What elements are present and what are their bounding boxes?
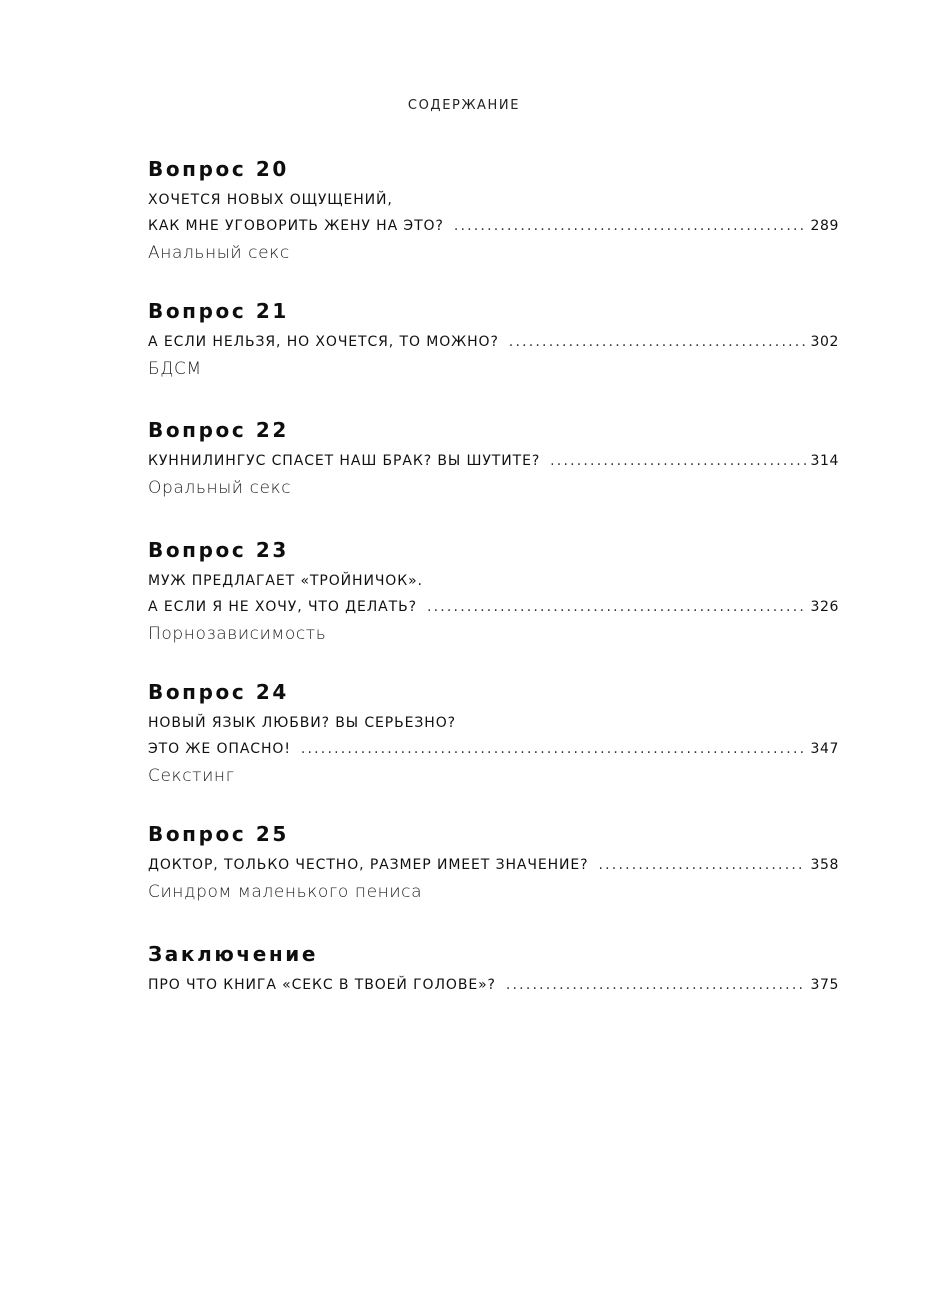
entry-title-line: НОВЫЙ ЯЗЫК ЛЮБВИ? ВЫ СЕРЬЕЗНО? [148, 715, 456, 731]
entry-title-line: ЭТО ЖЕ ОПАСНО! [148, 741, 291, 757]
entry-title-line: ДОКТОР, ТОЛЬКО ЧЕСТНО, РАЗМЕР ИМЕЕТ ЗНАЧЕНИЕ? [148, 857, 589, 873]
dot-leader [427, 594, 807, 620]
toc-entry-question-20[interactable] [148, 156, 839, 267]
entry-subtitle: Синдром маленького пениса [148, 882, 423, 902]
dot-leader [506, 972, 807, 998]
entry-title-leader-line [148, 736, 839, 762]
toc-entry-question-25[interactable] [148, 821, 839, 906]
entry-subtitle: Порнозависимость [148, 624, 327, 644]
toc-entry-question-24[interactable] [148, 679, 839, 790]
entry-title-line: МУЖ ПРЕДЛАГАЕТ «ТРОЙНИЧОК». [148, 573, 423, 589]
toc-entry-conclusion[interactable] [148, 941, 839, 998]
page-number[interactable]: 326 [810, 599, 839, 615]
entry-subtitle: Оральный секс [148, 478, 292, 498]
entry-subtitle: Анальный секс [148, 243, 290, 263]
page-number[interactable]: 375 [810, 977, 839, 993]
dot-leader [454, 213, 807, 239]
entry-title-leader-line [148, 594, 839, 620]
entry-heading: Вопрос 23 [148, 538, 289, 562]
dot-leader [550, 448, 806, 474]
page-header: СОДЕРЖАНИЕ [407, 98, 521, 113]
entry-subtitle: Секстинг [148, 766, 235, 786]
dot-leader [599, 852, 807, 878]
entry-title-leader-line [148, 448, 839, 474]
entry-title-leader-line [148, 972, 839, 998]
entry-title-leader-line [148, 852, 839, 878]
page-number[interactable]: 302 [810, 334, 839, 350]
entry-heading: Вопрос 22 [148, 418, 289, 442]
entry-title-leader-line [148, 213, 839, 239]
entry-heading: Вопрос 21 [148, 299, 289, 323]
entry-title-line: ХОЧЕТСЯ НОВЫХ ОЩУЩЕНИЙ, [148, 192, 393, 208]
entry-title-leader-line [148, 329, 839, 355]
dot-leader [301, 736, 807, 762]
entry-title-line: ПРО ЧТО КНИГА «СЕКС В ТВОЕЙ ГОЛОВЕ»? [148, 977, 496, 993]
page-number[interactable]: 347 [810, 741, 839, 757]
entry-heading: Вопрос 20 [148, 157, 289, 181]
entry-title-line: А ЕСЛИ НЕЛЬЗЯ, НО ХОЧЕТСЯ, ТО МОЖНО? [148, 334, 499, 350]
toc-entry-question-23[interactable] [148, 537, 839, 648]
toc-entry-question-22[interactable] [148, 417, 839, 502]
page-number[interactable]: 358 [810, 857, 839, 873]
entry-title-line: КУННИЛИНГУС СПАСЕТ НАШ БРАК? ВЫ ШУТИТЕ? [148, 453, 541, 469]
entry-heading: Вопрос 25 [148, 822, 289, 846]
page-number[interactable]: 314 [810, 453, 839, 469]
entry-title-line: КАК МНЕ УГОВОРИТЬ ЖЕНУ НА ЭТО? [148, 218, 444, 234]
toc-entry-question-21[interactable] [148, 298, 839, 383]
page-number[interactable]: 289 [810, 218, 839, 234]
entry-heading: Вопрос 24 [148, 680, 289, 704]
entry-heading: Заключение [148, 942, 319, 966]
entry-title-line: А ЕСЛИ Я НЕ ХОЧУ, ЧТО ДЕЛАТЬ? [148, 599, 417, 615]
entry-subtitle: БДСМ [148, 359, 202, 379]
dot-leader [509, 329, 807, 355]
